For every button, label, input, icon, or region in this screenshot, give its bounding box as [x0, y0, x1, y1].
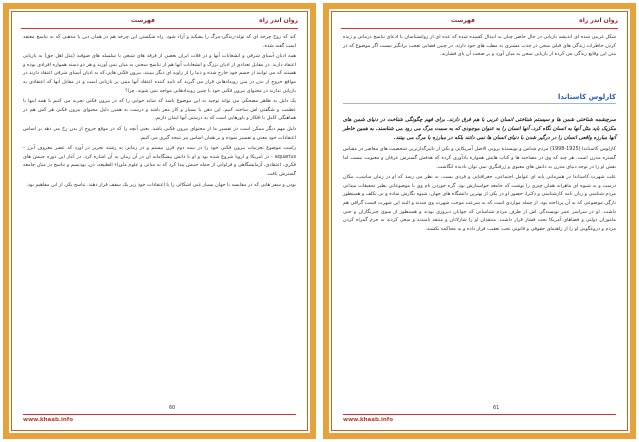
book-title: روان اندر راه: [579, 17, 618, 24]
page-body: [343, 33, 616, 235]
page-header: [21, 16, 298, 29]
toc-link[interactable]: فهرست: [131, 17, 155, 24]
right-page: [323, 3, 636, 439]
left-page: [3, 3, 316, 439]
section-divider: [343, 103, 616, 104]
page-body: [23, 33, 296, 191]
toc-link[interactable]: فهرست: [451, 17, 475, 24]
page-footer: [23, 405, 296, 427]
paragraph: علت شهرت کاستاندا در همزمانی پایه ای عوامل اجتماعی، جغرافیایی و فردی بست. به نظر می رسد که او در زمان مناسب، مکان درست و به شیوه ای ماهرانه همان چیزی را نوشت که جامعه خواستارش بود. گره خوردن نام وی با موضوعاتی نظیر تحقیقات میدانی مردم شناسی و زبان نامه کارشناسی و دکترا، حضور او در یکی از بهترین دانشگاه های جهان، شیوه نگارش ساده و بی تکلف و همینطور تازگی موضوعی که به آن پرداخته بود، از جمله مواردی است که به سرعت موجب شهرت وی شدند و البته این شهرت قیمت گرافی هم داشت. او در سراسر عمر نویسندگی اش از طرف مردم شناسانی که جوانان دیروزی بودند و همینطور از سوی خبرنگاران و حتی ماموران دولتی و فضاهای آمریکا تحت فشار قرار داشت. منتقدان او را شارلاتان و منتقد نامیدند و سعی کردند به جرم گمراه کردن مردم و دروغگویی او را از راهنمای حقوقی و قانونی تحت تعقیب قرار داده و به محاکمه بکشند.: [343, 174, 616, 232]
paragraph: بودن و سفر هایی که در مقایسه با جهان بسیار غنی اشکالی را با اعتقادات خود زیر یک سقف قرار دهند. تناسخ یکی از این مفاهیم بود.: [26, 181, 296, 188]
page-footer: [343, 405, 616, 427]
footer-url-link[interactable]: www.khaab.info: [343, 417, 393, 423]
page-header: [341, 16, 618, 29]
emphasis-quote: سرچشمه شناختی شمن ها و سیستم شناختی انسان غربی با هم فرق دارند. برای فهم چگونگی شناخت در دنیای شمن های مکزیک باید مثل آنها به انسان نگاه کرد. آنها انسان را به عنوان موجودی که به سمت مرگ می رود می شناسند. به همین خاطر آنها مبارزه واقعی انسان را در درگیر شدن با دنیای انسان ها نمی دانند بلکه در مبارزه با مرگ می بینند.: [343, 117, 616, 142]
paragraph: راست موضوع تجربیات بیرون فکنی خود را در نیمه دوم قرن بیستم و در زمانی به رشته تحریر در آورد که عصر معروف آبرز - aquarius - در امریکا و اروپا شروع شده بود و او با دانش پیشگامانه آن در آن زمان به آن اشاره کرد. در آغاز این دوره جنبش های فکری، اعتقادی، آزمایشگاهی و فراوانی از جمله جنبش پیدا کرد که به مبانی و علوم ماوراء الطبیعه، ذن، بودیسم و تناسخ در میان جامعه گسترش یافت.: [23, 145, 296, 177]
paragraph: کارلوس کاستاندا (1925-1998) مردم شناس و نویسنده پرویی الاصل آمریکایی و یکی از تاثیرگذارترین شخصیت های معاصر در مقیاس گستره مدرن است. هر چند که وی در مصاحبه ها و کتاب هایش همواره یادآوری کرده که هدفش گسترش عرفان و معنویت نیست اما نقش او را در توجه دنیای مدرن به دانش های معنوی و ژرفنگری نمی توان نادیده انگاشت.: [343, 146, 616, 170]
page-number: 60: [169, 405, 176, 411]
footer-url-link[interactable]: www.khaab.info: [23, 417, 73, 423]
paragraph: دلیل مهم دیگر ممکن است در تفسیر ما از محتوای بیرون فکنی باشد. یعنی آنچه را که در موقع خروج از بدن رخ می دهد بر اساس اعتقادات خود معنی و تفسیر نموده و بر همان اساس نیز نتیجه گیری می کنیم.: [23, 125, 296, 141]
intro-paragraph: شکل غریبی شده ای اندیشه بازیابی در حال حاضر چنان به ابتذال کشیده شده که عده ای از روانشناسان با ادعای تناسخ درمانی و زنده کردن خاطرات زندگی های قبلی سخن در جذب مشتری به مطب های خود دارند. در چنین فضایی تعجب برانگیز نیست اگر موضوع که در متن این وقایع زندگی می کرده از بازیابی سخن به میان آورد و بر صحت آن پای فشارند.: [343, 34, 616, 58]
page-number: 61: [493, 405, 500, 411]
paragraph: یک دلیل به ظاهر مضحکی می تواند توجیه به این موضوع باشد که شاید خوابی را که در بیرون فکنی تجربه می کنیم با همه اینها با عظمت و شگفتی اش ساخته کنیم. این ذهن با بسیار و کار مغز باشد و درست به همین دلیل محتوای بیرون فکنی هر کس هم در هماهنگی کامل با افکار و باورهایی است که به درستی آنها ایمان داریم.: [23, 98, 296, 122]
book-title: روان اندر راه: [259, 17, 298, 24]
section-heading: کارلوس کاستاندا: [558, 92, 616, 101]
paragraph: کند که روح چرخه ای که تولد-زندگی-مرگ را بشکند و آزاد شود. راه شکستن این چرخه هم در همان دین یا مذهبی که به تناسخ معتقد است گفته شده.: [23, 34, 296, 49]
paragraph: همه ادیان آسیای شرقی و انشعابات آنها و در فلات ایران بعضی از فرقه های شیعی با سلسله های صوفیه (مثل اهل حق) به بازیابی اعتقاد دارند. در مقابل تعدادی از ادیان بزرگ و انشعابات آنها هم از تناسخ سخنی به میان نمی آورند و هر دو دسته همواره افرادی بوده و هستند که می توانند از جسم خود خارج شده و دنیا را از زاویه ای دیگر ببینند. بیرون فکنی هایی که به ادیان آسیای شرقی اعتقاد دارند در مواقع خروج از بدن در متن رویدادهایی قرار می گیرند که تایید کننده اعتقاد آنها مبنی بر بازیابی است و در مقابل آنها که اعتقادی به بازیابی ندارند در محتوای بیرون فکنی خود با چنین رویدادهایی مواجه نمی شوند. چرا؟: [23, 53, 296, 94]
